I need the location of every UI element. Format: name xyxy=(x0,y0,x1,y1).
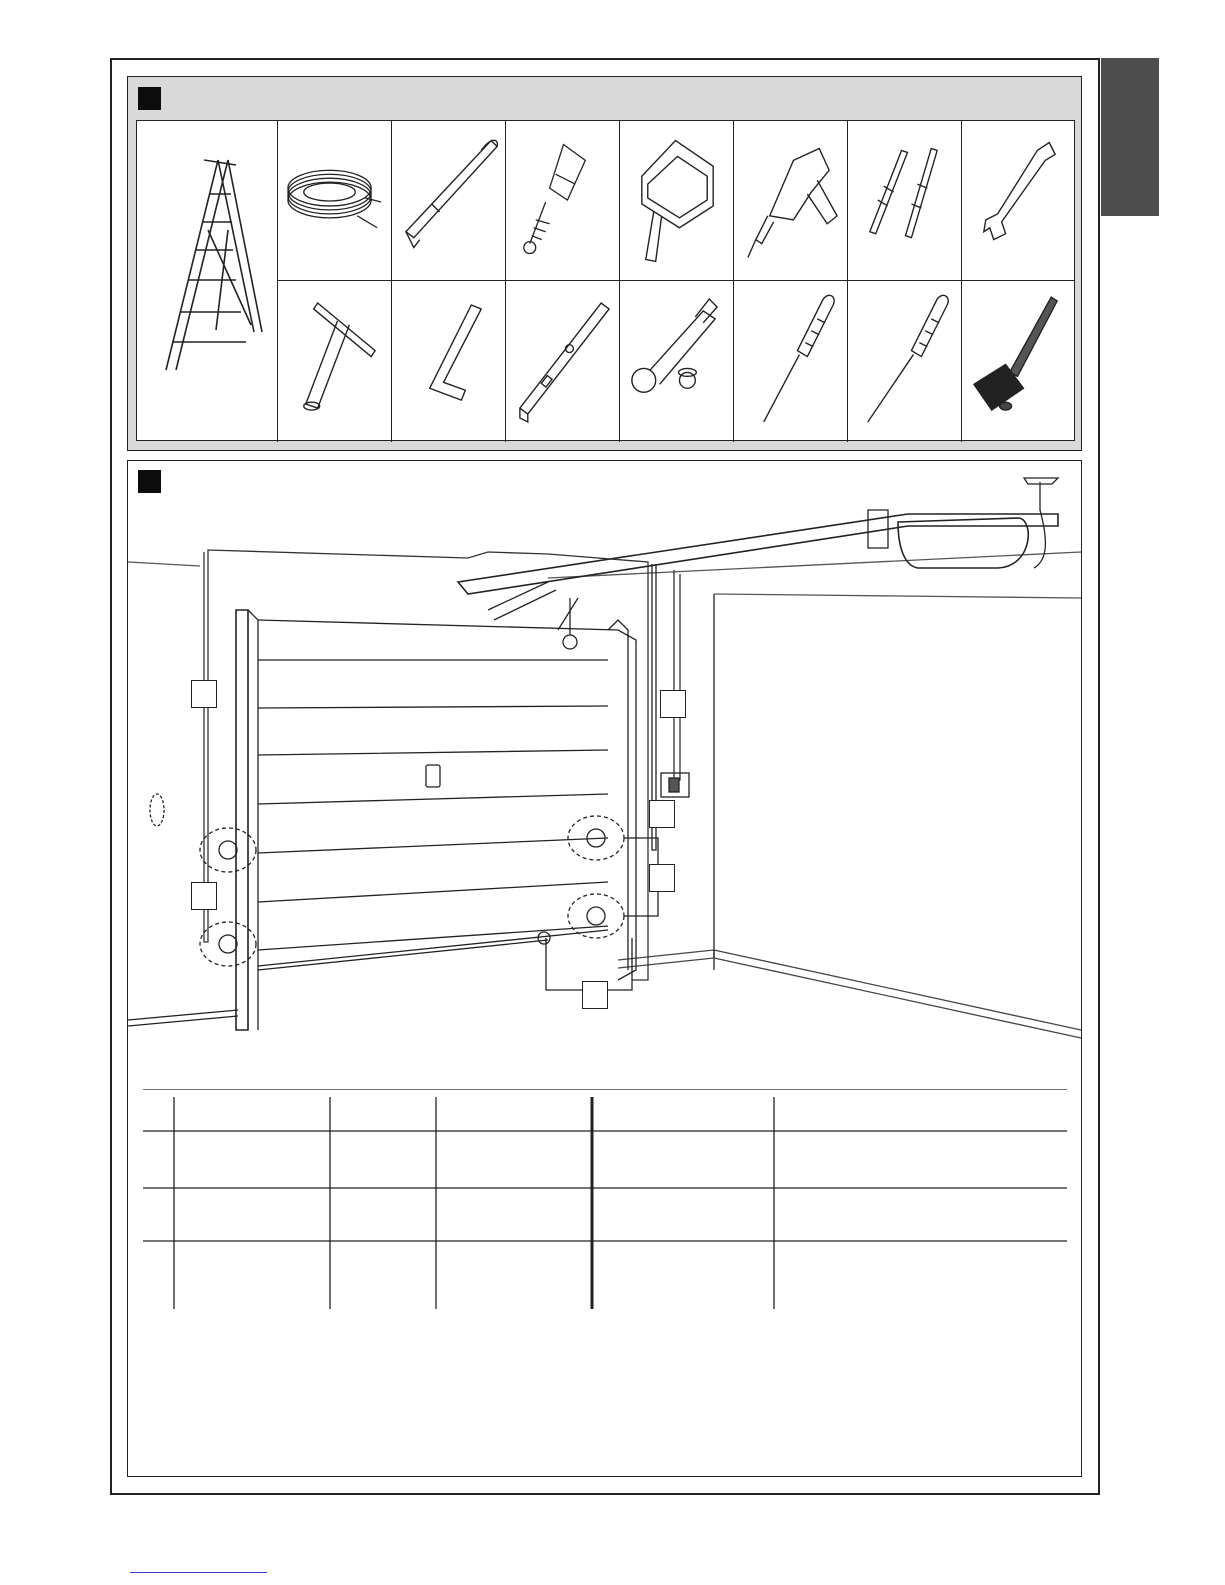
callout-c xyxy=(649,800,675,828)
callout-e xyxy=(191,882,217,910)
tape-measure-icon xyxy=(620,120,733,281)
spirit-level-icon xyxy=(506,281,619,442)
tool-allen-key xyxy=(391,280,505,442)
spanner-icon xyxy=(962,120,1075,281)
tool-tape-measure xyxy=(619,120,733,281)
tool-t-wrench xyxy=(277,280,391,442)
tool-wall-plug xyxy=(505,120,619,281)
callout-b xyxy=(660,690,686,718)
callout-a xyxy=(191,680,217,708)
tool-screwdriver-2 xyxy=(847,280,961,442)
socket-wrench-icon xyxy=(620,281,733,442)
tool-ladder xyxy=(136,120,278,441)
callout-d xyxy=(649,864,675,892)
tool-screwdriver xyxy=(733,280,847,442)
drill-bits-icon xyxy=(848,120,961,281)
tool-spanner xyxy=(961,120,1075,281)
cable-table-text xyxy=(143,1089,1067,1309)
tool-socket-wrench xyxy=(619,280,733,442)
language-tab xyxy=(1101,58,1159,216)
footer-link-underline[interactable] xyxy=(130,1572,267,1573)
allen-key-icon xyxy=(392,281,505,442)
section-1-marker xyxy=(138,87,161,110)
tool-drill-bits xyxy=(847,120,961,281)
tool-cable-coil xyxy=(277,120,391,281)
cable-coil-icon xyxy=(278,120,391,281)
tool-hacksaw xyxy=(391,120,505,281)
drill-icon xyxy=(734,120,847,281)
tools-grid xyxy=(136,120,1075,441)
screwdriver-2-icon xyxy=(848,281,961,442)
tool-drill xyxy=(733,120,847,281)
garage-installation-diagram xyxy=(128,470,1081,1070)
callout-f xyxy=(582,981,608,1009)
t-wrench-icon xyxy=(278,281,391,442)
tool-mallet xyxy=(961,280,1075,442)
hacksaw-icon xyxy=(392,120,505,281)
wall-plug-icon xyxy=(506,120,619,281)
mallet-icon xyxy=(962,281,1075,442)
notes-area xyxy=(143,1330,1067,1450)
tool-spirit-level xyxy=(505,280,619,442)
screwdriver-icon xyxy=(734,281,847,442)
ladder-icon xyxy=(136,120,278,441)
